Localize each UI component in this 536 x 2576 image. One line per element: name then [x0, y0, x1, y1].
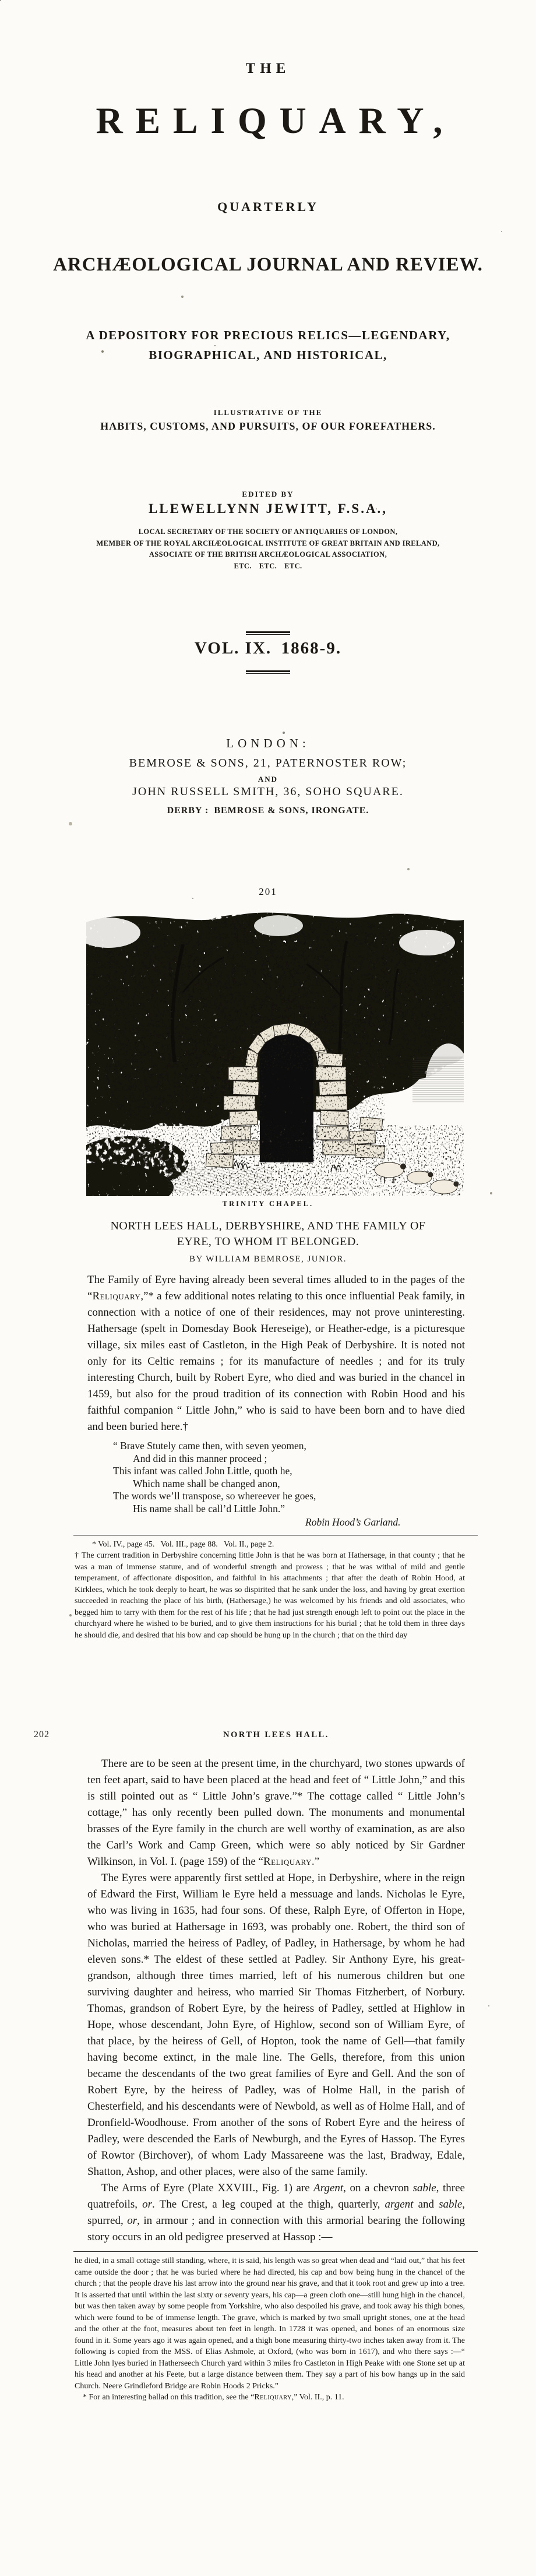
poem-line: And did in this manner proceed ; — [133, 1452, 267, 1464]
poem-line: Which name shall be changed anon, — [133, 1477, 280, 1489]
trinity-chapel-engraving — [86, 911, 464, 1199]
article-title — [0, 1218, 536, 1250]
edited-by-label: EDITED BY — [242, 490, 294, 498]
robin-hood-poem — [113, 1440, 465, 1529]
imprint-london: LONDON: — [226, 736, 310, 750]
scan-specks — [0, 0, 1, 1]
footnote-rule — [73, 2251, 478, 2252]
footnote-references: * Vol. IV., page 45. Vol. III., page 88. Vol. II., page 2. — [92, 1540, 274, 1549]
poem-line: His name shall be call’d Little John.” — [133, 1502, 285, 1514]
paragraph-eyre-intro: The Family of Eyre having already been several times alluded to in the pages of the “Reliquary,”* a few additional notes relating to this once influential Peak family, in connection with a notice of one of their residences, may not prove uninteresting. Hathersage (spelt in Domesday Book Hereseige), or Heather-edge, is a picturesque village, six miles east of Castleton, in the High Peak of Derbyshire. It is noted not only for its Celtic remains ; for its manufacture of needles ; and for its truly interesting Church, built by Robert Eyre, who died and was buried in the chancel in 1459, but also for the proud tradition of its connection with Robin Hood and his faithful companion “ Little John,” who is said to have been born and to have died and been buried here.† — [87, 1274, 465, 1433]
depository-line-2: BIOGRAPHICAL, AND HISTORICAL, — [149, 348, 387, 362]
title-illustrative: ILLUSTRATIVE OF THE — [213, 408, 323, 417]
imprint-and: AND — [258, 775, 278, 783]
running-header-title: NORTH LEES HALL. — [223, 1730, 329, 1739]
ornamental-rule — [246, 670, 290, 674]
volume-line: VOL. IX. 1868-9. — [194, 639, 342, 658]
imprint-bemrose: BEMROSE & SONS, 21, PATERNOSTER ROW; — [129, 757, 407, 769]
title-the: THE — [245, 61, 291, 76]
journal-main-title: RELIQUARY, — [96, 100, 456, 141]
footnote-little-john-tradition: † The current tradition in Derbyshire concerning little John is that he was born at Hathersage, in that county ; that he was a man of immense stature, and of wonderful strength and prowess ; that he was withal of mild and gentle temperament, of affectionate disposition, and faithful in his attachments ; that after the death of Robin Hood, at Kirklees, which he took deeply to heart, he was so dispirited that he sank under the loss, and having by great exertion succeeded in reaching the place of his birth, (Hathersage,) he was welcomed by his friends and old associates, who begged him to tarry with them for the rest of his life ; that he had just strength enough left to point out the place in the churchyard where he wished to be buried, and to give them instructions for his burial ; that he told them in three days he should die, and desired that his bow and cap should be hung up in the church ; that on the third day — [75, 1551, 465, 1640]
article-body-page-202 — [75, 1756, 465, 2403]
footnotes-page-202 — [75, 2255, 465, 2403]
editor-titles — [0, 526, 536, 572]
article-byline: BY WILLIAM BEMROSE, JUNIOR. — [189, 1254, 347, 1264]
imprint-smith: JOHN RUSSELL SMITH, 36, SOHO SQUARE. — [132, 785, 404, 798]
foreground-grass — [86, 1125, 464, 1196]
depository-line-1: A DEPOSITORY FOR PRECIOUS RELICS—LEGENDARY, — [86, 328, 450, 342]
title-quarterly: QUARTERLY — [217, 199, 319, 214]
engraving-caption: TRINITY CHAPEL. — [222, 1200, 314, 1208]
editor-title-line: ASSOCIATE OF THE BRITISH ARCHÆOLOGICAL ASSOCIATION, — [149, 550, 387, 558]
poem-line: This infant was called John Little, quoth he, — [113, 1465, 292, 1477]
article-body-page-201 — [75, 1272, 465, 1641]
paragraph-arms-of-eyre: The Arms of Eyre (Plate XXVIII., Fig. 1) are Argent, on a chevron sable, three quatrefoils, or. The Crest, a leg couped at the thigh, quarterly, argent and sable, spurred, or, in armour ; and in connection with this armorial bearing the following story occurs in an old pedigree preserved at Hassop :— — [87, 2182, 465, 2243]
paragraph-churchyard-stones: There are to be seen at the present time, in the churchyard, two stones upwards of ten feet apart, said to have been placed at the head and feet of “ Little John,” and this is still pointed out as “ Little John’s grave.”* The cottage called “ Little John’s cottage,” has only recently been pulled down. The monuments and monumental brasses of the Eyre family in the church are well worthy of examination, as are also the Carl’s Work and Camp Green, which were so ably noticed by Sir Gardner Wilkinson, in Vol. I. (page 159) of the “Reliquary.” — [87, 1758, 465, 1868]
paragraph-eyre-genealogy: The Eyres were apparently first settled at Hope, in Derbyshire, where in the reign of Edward the First, William le Eyre held a messuage and lands. Nicholas le Eyre, who was living in 1635, had four sons. Of these, Ralph Eyre, of Offerton in Hope, who was buried at Hathersage in 1693, was probably one. Robert, the third son of Nicholas, married the heiress of Padley, of Padley, in Hathersage, by whom he had eleven sons.* The eldest of these settled at Padley. Sir Anthony Eyre, his great-grandson, although three times married, left of his numerous children but one surviving daughter and heiress, who married Sir Thomas Fitzherbert, of Norbury. Thomas, grandson of Robert Eyre, by the heiress of Padley, settled at Highlow in Hope, whose descendant, John Eyre, of Highlow, second son of William Eyre, of that place, by the heiress of Gell, of Hopton, took the name of Gell—that family having become extinct, in the male line. The Gells, therefore, from this union became the descendants of the two great families of Eyre and Gell. And the son of Robert Eyre, by the heiress of Padley, was of Holme Hall, in the parish of Chesterfield, and his descendants were of Newbold, as well as of Holme Hall, and of Dronfield-Woodhouse. From another of the sons of Robert Eyre and the heiress of Padley, were descended the Earls of Newburgh, and the Eyres of Hassop. The Eyres of Rowtor (Birchover), of whom Lady Massareene was the last, Bradway, Edale, Shatton, Ashop, and other places, were also of the same family. — [87, 1872, 465, 2178]
page-202 — [34, 1727, 465, 2403]
page-number-202: 202 — [34, 1730, 50, 1739]
ornamental-rule — [246, 631, 290, 635]
footnote-little-john-continued: he died, in a small cottage still standing, where, it is said, his length was so great when dead and “laid out,” that his feet came outside the door ; that he was buried where he had directed, his cap and bow being hung in the chancel of the church ; that the people drave his last arrow into the ground near his grave, and that it took root and grew up into a tree. It is asserted that until within the last sixty or seventy years, his cap—a green cloth one—still hung high in the chancel, but was then taken away by some people from Yorkshire, who also despoiled his grave, and took away his thigh bones, which were found to be of immense length. The grave, which is marked by two small upright stones, one at the head and the other at the foot, measures about ten feet in length. In 1728 it was opened, and bones of an enormous size found in it. Some years ago it was again opened, and a thigh bone measuring thirty-two inches taken away from it. The following is copied from the MSS. of Elias Ashmole, at Oxford, (who was born in 1617), and who there says :—“ Little John lyes buried in Hatherseech Church yard within 3 miles fro Castleton in High Peake with one Stone set up at his head and another at his Feete, but a large distance between them. They say a part of his bow hangs up in the said Church. Neere Grindleford Bridge are Robin Hoods 2 Pricks.” — [75, 2257, 465, 2391]
title-habits: HABITS, CUSTOMS, AND PURSUITS, OF OUR FOREFATHERS. — [100, 420, 436, 432]
poem-line: “ Brave Stutely came then, with seven yeomen, — [113, 1440, 306, 1452]
footnotes-page-201 — [75, 1539, 465, 1642]
article-title-line-2: EYRE, TO WHOM IT BELONGED. — [177, 1235, 359, 1248]
poem-attribution: Robin Hood’s Garland. — [305, 1516, 401, 1528]
editor-title-line: LOCAL SECRETARY OF THE SOCIETY OF ANTIQUARIES OF LONDON, — [138, 528, 398, 536]
editor-name: LLEWELLYNN JEWITT, F.S.A., — [148, 501, 388, 516]
editor-title-line: MEMBER OF THE ROYAL ARCHÆOLOGICAL INSTITUTE OF GREAT BRITAIN AND IRELAND, — [96, 539, 440, 547]
engraving-image — [86, 911, 464, 1196]
running-header — [34, 1727, 465, 1741]
imprint-derby: DERBY : BEMROSE & SONS, IRONGATE. — [167, 806, 369, 816]
title-journal-line: ARCHÆOLOGICAL JOURNAL AND REVIEW. — [53, 254, 483, 275]
page-number-201: 201 — [259, 886, 277, 897]
title-depository — [0, 325, 536, 365]
poem-line: The words we’ll transpose, so whereever he goes, — [113, 1490, 316, 1502]
editor-title-line: ETC. ETC. ETC. — [234, 561, 302, 570]
footnote-ballad-reference: * For an interesting ballad on this tradition, see the “Reliquary,” Vol. II., p. 11. — [83, 2393, 344, 2402]
article-title-line-1: NORTH LEES HALL, DERBYSHIRE, AND THE FAMILY OF — [110, 1220, 426, 1232]
